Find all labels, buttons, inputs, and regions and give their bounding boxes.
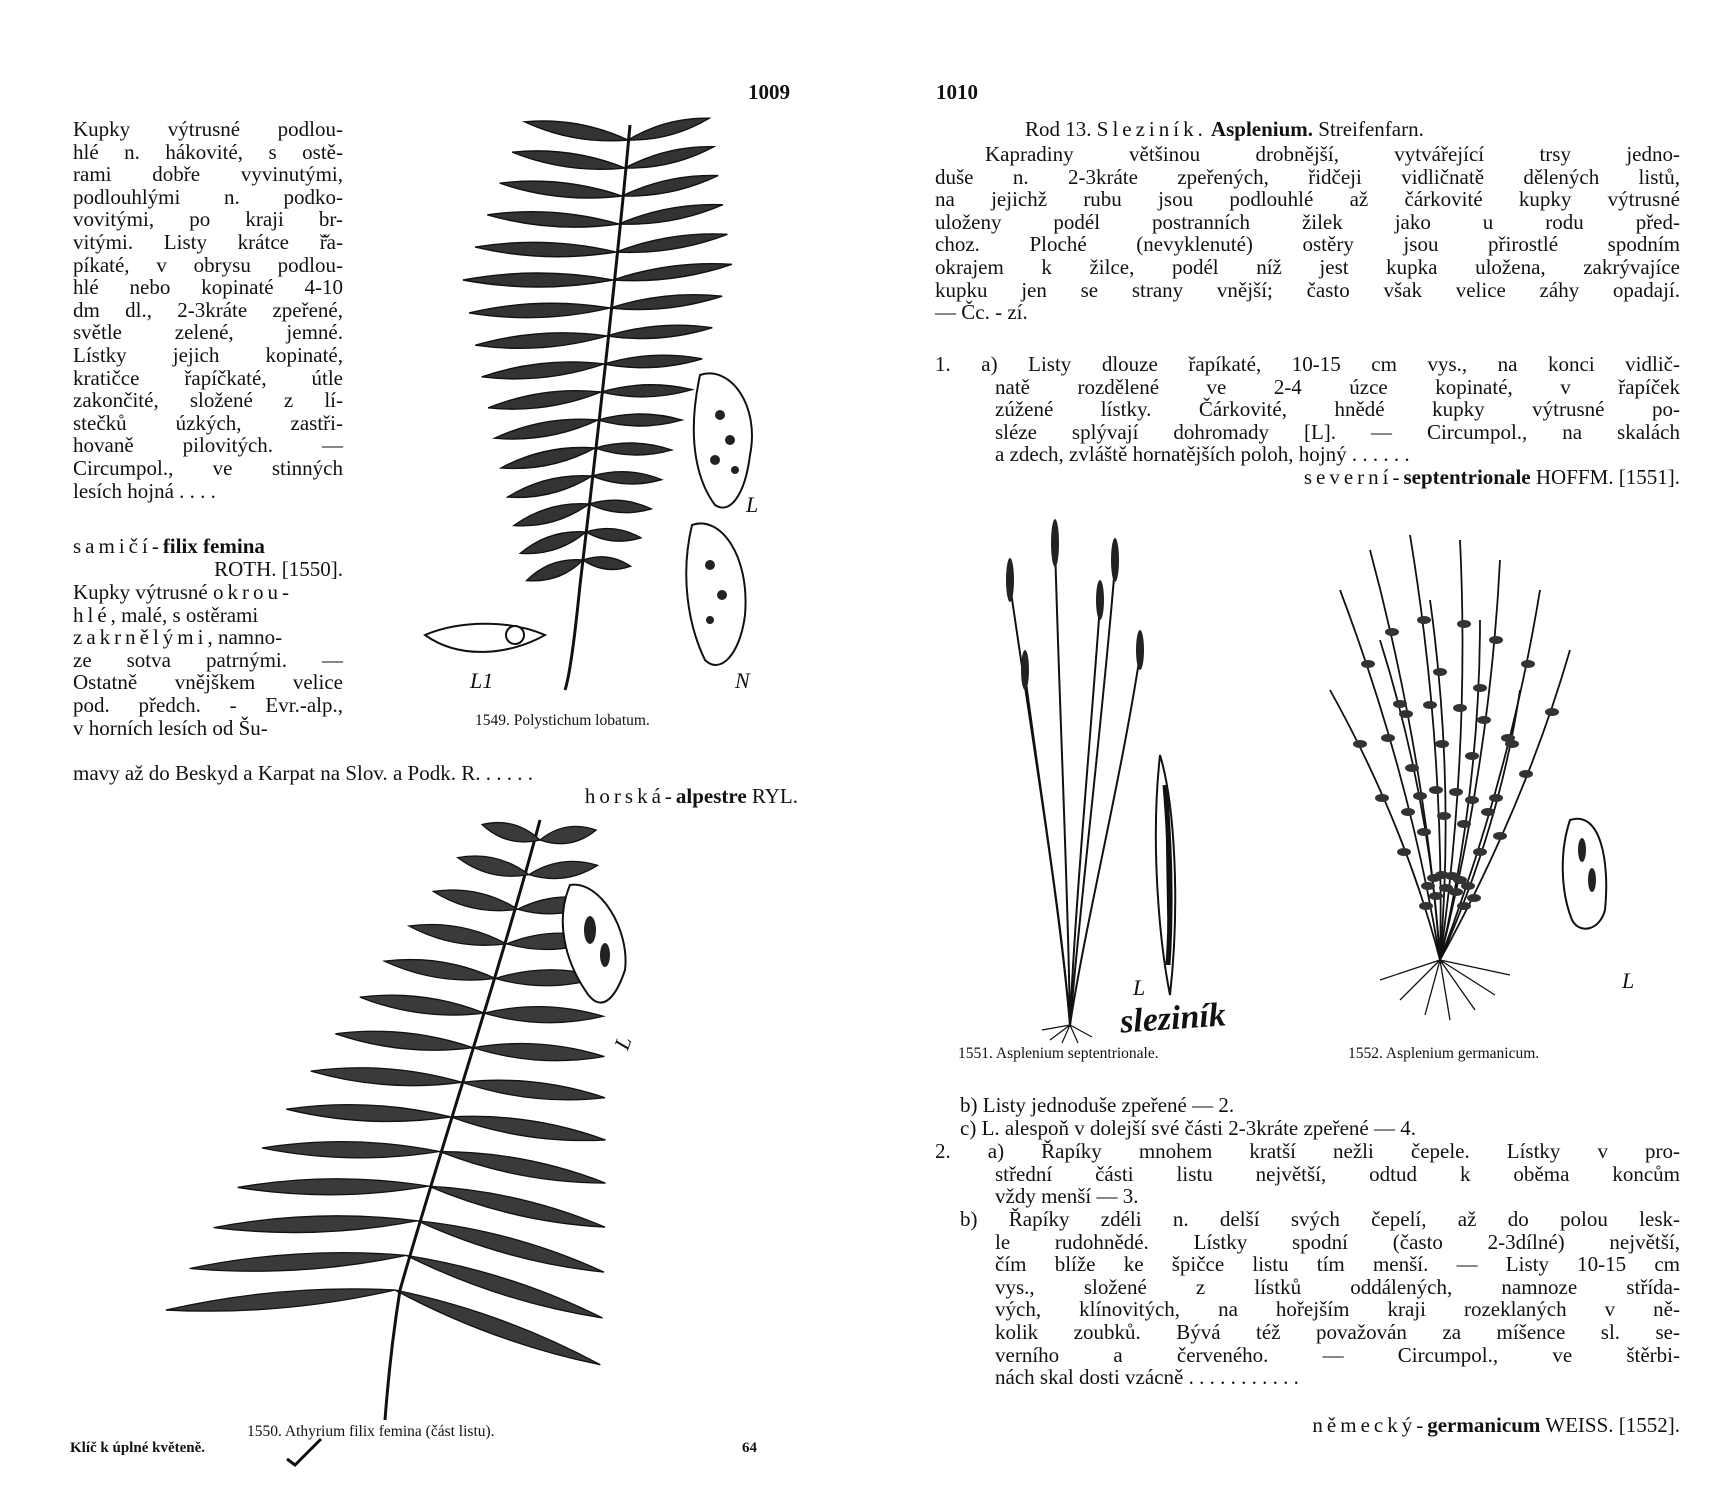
fern-pinna <box>527 560 583 581</box>
genus-intro-line: kupku jen se strany vnější; často však velice záhy opadají. <box>935 277 1680 302</box>
left-paragraph-1-line: vovitými, po kraji br- <box>73 207 343 232</box>
footer-left: Klíč k úplné květeně. <box>70 1440 206 1456</box>
fern-leaflet <box>1457 820 1471 828</box>
fern-pinna <box>500 181 622 198</box>
fern-pinna <box>625 147 714 168</box>
genus-intro-line: okrajem k žilce, podél níž jest kupka uložena, zakrývajíce <box>935 254 1680 279</box>
page-number-right: 1010 <box>936 80 978 104</box>
fern-leaflet <box>1381 734 1395 742</box>
fern-pinna <box>475 242 616 256</box>
fern-pinna <box>525 121 628 141</box>
key-1a-line: natě rozdělené ve 2-4 úzce kopinaté, v řapíček <box>995 374 1680 399</box>
fern-pinna <box>610 295 722 310</box>
key-2b-line: vys., složené z lístků oddálených, namnoze střída- <box>995 1274 1680 1299</box>
fern-leaflet <box>1453 704 1467 712</box>
key-2b-line: kolik zoubků. Bývá též považován za míšence sl. se- <box>995 1319 1680 1344</box>
fern-leaflet <box>1397 848 1411 856</box>
fern-pinna <box>166 1289 395 1311</box>
left-paragraph-1-line: podlouhlými n. podko- <box>73 184 343 209</box>
fern-leaflet <box>1493 832 1507 840</box>
genus-intro-line: choz. Ploché (nevyklenuté) ostěry jsou přirostlé spodním <box>935 232 1680 257</box>
left-paragraph-2-last: mavy až do Beskyd a Karpat na Slov. a Podk. R. . . . . . <box>73 761 533 785</box>
fern-pinna <box>409 924 507 945</box>
left-paragraph-1-line: světle zelené, jemné. <box>73 320 343 345</box>
czech-name: samičí- <box>73 534 163 558</box>
fern-pinna <box>595 443 672 455</box>
key-2a-line: střední části listu největší, odtud k oběma koncům <box>995 1161 1680 1186</box>
fern-leaflet <box>1519 770 1533 778</box>
fern-pinna <box>482 362 604 379</box>
illustration-asplenium-germanicum <box>1310 530 1640 1030</box>
fern-pinna <box>395 1290 600 1365</box>
left-paragraph-1-line: píkaté, v obrysu podlou- <box>73 252 343 277</box>
fern-leaflet <box>1413 792 1427 800</box>
handwritten-annotation: sleziník <box>1118 996 1227 1041</box>
fern-pinna <box>508 476 592 498</box>
left-paragraph-2: Kupky výtrusné okrou- hlé, malé, s ostěrami zakrnělými, namno- ze sotva patrnými. — Ostatně vnějškem velice pod. předch. - Evr.-alp., v horních lesích od Šu- <box>73 580 343 740</box>
fern-leaflet <box>1421 882 1435 890</box>
fern-leaflet <box>1481 808 1495 816</box>
fern-leaflet <box>1417 828 1431 836</box>
fern-pinna <box>311 1068 462 1086</box>
left-paragraph-1-line: hovaně pilovitých. — <box>73 433 343 458</box>
fern-pinna <box>586 529 641 542</box>
fern-leaflet <box>1439 884 1453 892</box>
fern-leaflet <box>1405 764 1419 772</box>
fern-pinna <box>501 447 595 468</box>
figure-letter-L: L <box>746 492 759 517</box>
fern-pinna <box>589 500 651 512</box>
species-filix-femina-author <box>73 558 343 581</box>
fern-pinna <box>529 861 598 878</box>
fern-pinna <box>598 414 682 426</box>
fern-pinna <box>619 205 723 225</box>
left-paragraph-1-line: hlé n. hákovité, s ostě- <box>73 139 343 164</box>
fern-leaflet <box>1473 848 1487 856</box>
fern-leaflet <box>1489 794 1503 802</box>
left-paragraph-2-line: Ostatně vnějškem velice <box>73 670 343 695</box>
figure-letter-L-1551: L <box>1133 975 1146 1000</box>
fern-pinna <box>384 960 495 981</box>
fern-pinna <box>607 325 712 338</box>
left-paragraph-1-line: Kupky výtrusné podlou- <box>73 117 343 141</box>
fern-pinna <box>520 532 586 554</box>
key-2b <box>960 1208 1680 1389</box>
fern-leaflet <box>1419 902 1433 910</box>
key-2b-line: čím blíže ke špičce listu tím menší. — Listy 10-15 cm <box>995 1252 1680 1277</box>
genus-intro-line: uloženy podél postranních žilek jako u rodu před- <box>935 209 1680 234</box>
fern-pinna <box>463 273 613 287</box>
left-paragraph-1-line: rami dobře vyvinutými, <box>73 162 343 187</box>
left-paragraph-2-line: v horních lesích od Šu- <box>73 715 268 740</box>
fern-pinna <box>214 1216 418 1233</box>
key-1b: b) Listy jednoduše zpeřené — 2. <box>960 1093 1235 1117</box>
fern-pinna <box>601 385 692 397</box>
fern-pinna <box>487 212 619 227</box>
fern-pinna <box>622 175 718 196</box>
key-1b-1c <box>960 1094 1680 1139</box>
fern-pinna <box>475 333 607 348</box>
figure-letter-L1: L1 <box>470 668 494 693</box>
key-2b-line: b) Řapíky zdéli n. delší svých čepelí, až do polou lesk- <box>960 1207 1680 1231</box>
fern-pinna <box>286 1105 450 1122</box>
fern-pinna <box>473 1044 604 1061</box>
fern-leaflet <box>1433 668 1447 676</box>
fern-leaflet <box>1375 794 1389 802</box>
illustration-athyrium-filix-femina <box>160 820 680 1420</box>
species-germanicum: německý-germanicum WEISS. [1552]. <box>1312 1413 1680 1437</box>
fern-pinna <box>469 303 610 317</box>
left-paragraph-1-line: lesích hojná . . . . <box>73 478 216 503</box>
fern-leaflet <box>1437 812 1451 820</box>
genus-intro-line: — Čc. - zí. <box>935 300 1028 325</box>
species-septentrionale: severní-septentrionale HOFFM. [1551]. <box>1303 465 1680 489</box>
fern-leaflet <box>1423 701 1437 709</box>
author: ROTH. <box>214 557 277 581</box>
fern-pinna <box>512 151 625 169</box>
caption-1552: 1552. Asplenium germanicum. <box>1348 1045 1540 1062</box>
reference: [1550]. <box>281 557 343 581</box>
left-paragraph-1-line: Lístky jejich kopinaté, <box>73 342 343 367</box>
key-1a-line: a zdech, zvláště hornatějších poloh, hojný . . . . . . <box>995 442 1410 467</box>
fern-pinna <box>495 419 598 439</box>
key-2a-line: 2. a) Řapíky mnohem kratší nežli čepele. Lístky v pro- <box>935 1139 1680 1163</box>
fern-pinna <box>433 890 517 911</box>
species-filix-femina <box>73 535 343 558</box>
fern-pinna <box>592 472 662 484</box>
fern-stem <box>1330 690 1440 960</box>
fern-leaflet <box>1457 620 1471 628</box>
fern-leaflet <box>1457 902 1471 910</box>
fern-leaflet <box>1361 660 1375 668</box>
fern-pinna <box>628 118 709 140</box>
fern-leaflet <box>1385 628 1399 636</box>
fern-pinna <box>190 1253 407 1272</box>
fern-leaflet <box>1417 616 1431 624</box>
fern-pinna <box>335 1031 473 1050</box>
key-2a <box>935 1140 1680 1208</box>
species-alpestre: horská-alpestre RYL. <box>584 784 798 808</box>
fern-pinna <box>616 234 727 252</box>
fern-stem <box>1440 690 1520 960</box>
fern-leaflet <box>1521 660 1535 668</box>
latin-name: filix femina <box>162 534 265 558</box>
left-paragraph-1-line: vitými. Listy krátce ř̌a- <box>73 229 343 254</box>
left-paragraph-1-line: Circumpol., ve stinných <box>73 455 343 480</box>
figure-letter-L-1550: L <box>608 1032 637 1053</box>
page-number-left: 1009 <box>748 80 790 104</box>
genus-intro-line: na jejichž rubu jsou podlouhlé až čárkovité kupky výtrusné <box>935 187 1680 212</box>
fern-leaflet <box>1489 636 1503 644</box>
key-2b-line: verního a červeného. — Circumpol., ve štěrbi- <box>995 1342 1680 1367</box>
genus-intro-line: duše n. 2-3kráte zpeřených, řidčeji vidličnatě dělených listů, <box>935 164 1680 189</box>
left-paragraph-2-line: ze sotva patrnými. — <box>73 647 343 672</box>
key-2a-line: vždy menší — 3. <box>995 1184 1139 1209</box>
fern-leaflet <box>1449 788 1463 796</box>
caption-1549: 1549. Polystichum lobatum. <box>475 712 650 729</box>
fern-pinna <box>462 1080 605 1100</box>
fern-pinna <box>482 823 540 842</box>
fern-leaflet <box>1467 894 1481 902</box>
fern-leaflet <box>1429 892 1443 900</box>
fern-leaflet <box>1353 740 1367 748</box>
key-2b-line: nách skal dosti vzácně . . . . . . . . . . . <box>995 1365 1299 1390</box>
fern-pinna <box>583 557 631 570</box>
pencil-check-icon <box>285 1437 325 1467</box>
fern-leaflet <box>1393 700 1407 708</box>
fern-leaflet <box>1465 796 1479 804</box>
figure-letter-L-1552: L <box>1622 968 1635 993</box>
illustration-asplenium-septentrionale <box>990 525 1250 1045</box>
fern-leaflet <box>1545 708 1559 716</box>
key-2b-line: vých, klínovitých, na hořejším kraji rozeklaných v ně- <box>995 1297 1680 1322</box>
key-2b-line: le rudohnědé. Lístky spodní (často 2-3dílné) největší, <box>995 1229 1680 1254</box>
left-paragraph-1-line: dm dl., 2-3kráte zpeřené, <box>73 297 343 322</box>
fern-pinna <box>458 856 529 876</box>
fern-pinna <box>613 264 732 281</box>
genus-intro-line: Kapradiny většinou drobnější, vytvářející trsy jedno- <box>985 142 1680 166</box>
left-paragraph-1-line: kratičce řapíčkaté, útle <box>73 365 343 390</box>
fern-pinna <box>238 1179 429 1195</box>
fern-pinna <box>514 504 589 526</box>
fern-pinna <box>360 995 484 1015</box>
key-1a-line: 1. a) Listy dlouze řapíkaté, 10-15 cm vys., na konci vidlič- <box>935 352 1680 376</box>
footer-page-number: 64 <box>742 1440 757 1456</box>
key-1a-line: sléze splývají dohromady [L]. — Circumpol., na skalách <box>995 419 1680 444</box>
caption-1551: 1551. Asplenium septentrionale. <box>958 1045 1159 1062</box>
fern-pinna <box>484 1007 603 1023</box>
fern-leaflet <box>1429 786 1443 794</box>
genus-intro <box>935 143 1680 324</box>
key-1a-line: zúžené lístky. Čárkovité, hnědé kupky výtrusné po- <box>995 397 1680 422</box>
fern-leaflet <box>1461 882 1475 890</box>
fern-leaflet <box>1465 752 1479 760</box>
genus-heading: Rod 13. Sleziník. Asplenium. Streifenfarn. <box>1025 117 1424 141</box>
fern-leaflet <box>1473 684 1487 692</box>
fern-leaflet <box>1399 710 1413 718</box>
fern-pinna <box>262 1142 440 1158</box>
key-1c: c) L. alespoň v dolejší své části 2-3kráte zpeřené — 4. <box>960 1115 1417 1140</box>
illustration-polystichum-lobatum <box>430 115 790 695</box>
fern-leaflet <box>1435 740 1449 748</box>
left-paragraph-1-line: hlé nebo kopinaté 4-10 <box>73 275 343 300</box>
left-paragraph-1-line: zakončité, složené z lí- <box>73 388 343 413</box>
fern-leaflet <box>1477 716 1491 724</box>
fern-leaflet <box>1505 740 1519 748</box>
fern-pinna <box>440 1152 606 1184</box>
fern-pinna <box>451 1116 606 1140</box>
fern-pinna <box>604 355 702 368</box>
fern-pinna <box>540 826 596 843</box>
fern-leaflet <box>1401 808 1415 816</box>
caption-1550: 1550. Athyrium filix femina (část listu). <box>247 1423 495 1440</box>
fern-pinna <box>428 1186 605 1227</box>
key-1a <box>935 353 1680 466</box>
left-paragraph-1-line: stečků úzkých, zastři- <box>73 410 343 435</box>
left-paragraph-1 <box>73 118 343 502</box>
figure-letter-N: N <box>735 668 750 693</box>
left-paragraph-2-line: pod. předch. - Evr.-alp., <box>73 692 343 717</box>
fern-pinna <box>488 391 601 409</box>
